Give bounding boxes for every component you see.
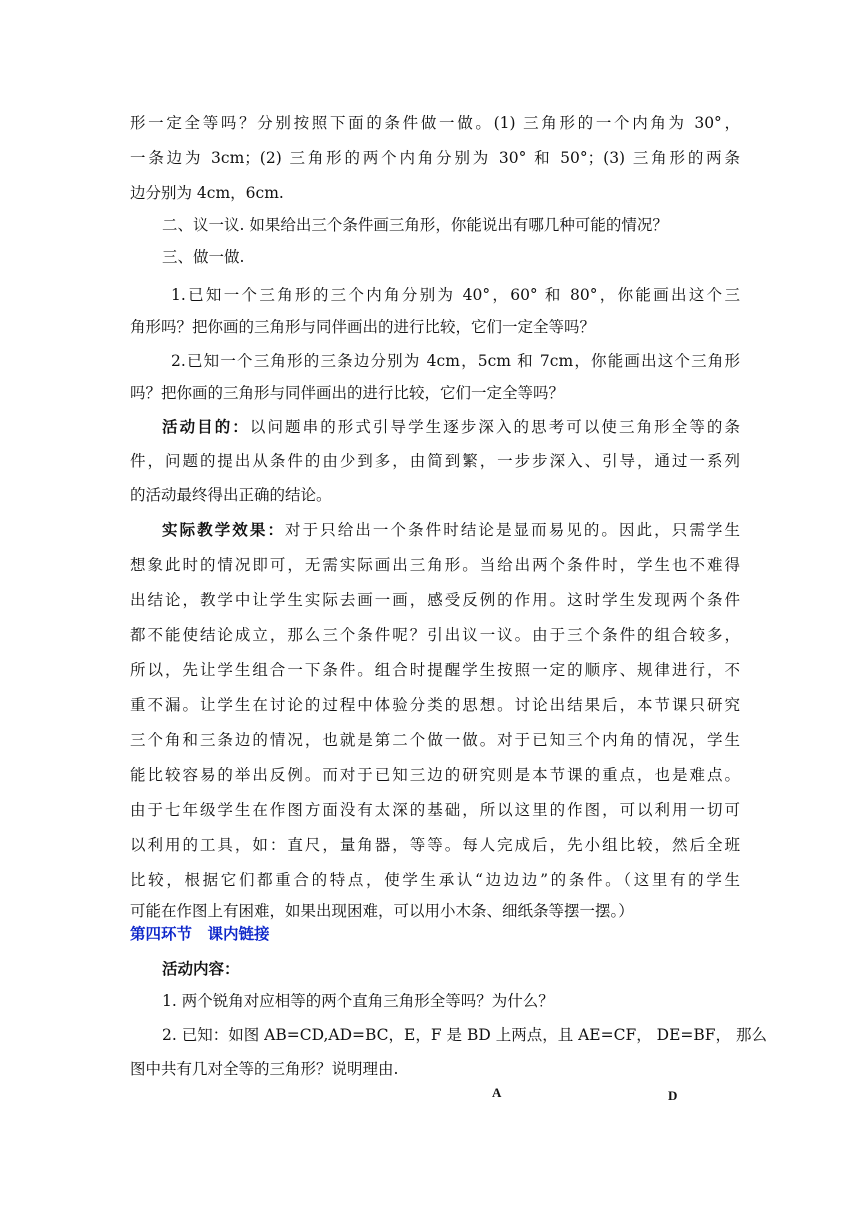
- effect-line: 比较，根据它们都重合的特点，使学生承认“边边边”的条件。（这里有的学生: [130, 871, 740, 889]
- purpose-line: [162, 415, 740, 439]
- effect-text: 对于只给出一个条件时结论是显而易见的。因此，只需学生: [285, 521, 740, 539]
- purpose-line: 件，问题的提出从条件的由少到多，由简到繁，一步步深入、引导，通过一系列: [130, 452, 740, 470]
- effect-line: 可能在作图上有困难，如果出现困难，可以用小木条、细纸条等摆一摆。）: [130, 902, 634, 920]
- question-1: 1. 两个锐角对应相等的两个直角三角形全等吗？为什么？: [162, 992, 554, 1010]
- effect-line: 想象此时的情况即可，无需实际画出三角形。当给出两个条件时，学生也不难得: [130, 556, 740, 574]
- purpose-line: 的活动最终得出正确的结论。: [130, 486, 332, 504]
- effect-line: 由于七年级学生在作图方面没有太深的基础，所以这里的作图，可以利用一切可: [130, 801, 740, 819]
- do-heading: 三、做一做.: [162, 248, 245, 266]
- text-line: 边分别为 4cm，6cm.: [130, 184, 284, 202]
- question-2-line: 图中共有几对全等的三角形？说明理由.: [130, 1060, 399, 1078]
- discuss-line: 二、议一议. 如果给出三个条件画三角形，你能说出有哪几种可能的情况？: [162, 216, 668, 234]
- effect-line: 三个角和三条边的情况，也就是第二个做一做。对于已知三个内角的情况，学生: [130, 731, 740, 749]
- text-line: 一条边为 3cm；(2) 三角形的两个内角分别为 30° 和 50°；(3) 三角形的两条: [130, 149, 740, 167]
- task-1-line: 1.已知一个三角形的三个内角分别为 40°，60° 和 80°，你能画出这个三: [171, 286, 740, 304]
- effect-line: 都不能使结论成立，那么三个条件呢？引出议一议。由于三个条件的组合较多，: [130, 626, 740, 644]
- effect-line: [162, 518, 740, 542]
- task-2-line: 吗？把你画的三角形与同伴画出的进行比较，它们一定全等吗？: [130, 384, 565, 402]
- effect-label: 实际教学效果：: [162, 520, 286, 539]
- task-2-line: 2.已知一个三角形的三条边分别为 4cm，5cm 和 7cm，你能画出这个三角形: [171, 352, 740, 370]
- effect-line: 出结论，教学中让学生实际去画一画，感受反例的作用。这时学生发现两个条件: [130, 591, 740, 609]
- question-2-line: 2. 已知：如图 AB=CD,AD=BC，E，F 是 BD 上两点，且 AE=CF， DE=BF， 那么: [162, 1026, 767, 1044]
- task-1-line: 角形吗？把你画的三角形与同伴画出的进行比较，它们一定全等吗？: [130, 318, 596, 336]
- text-line: 形一定全等吗？分别按照下面的条件做一做。(1) 三角形的一个内角为 30°，: [130, 114, 740, 132]
- section-heading: 第四环节 课内链接: [130, 924, 270, 943]
- content-label: 活动内容：: [162, 959, 240, 978]
- effect-line: 所以，先让学生组合一下条件。组合时提醒学生按照一定的顺序、规律进行，不: [130, 661, 740, 679]
- effect-line: 以利用的工具，如：直尺，量角器，等等。每人完成后，先小组比较，然后全班: [130, 836, 740, 854]
- purpose-label: 活动目的：: [162, 417, 250, 436]
- figure-label-d: D: [668, 1088, 678, 1103]
- effect-line: 能比较容易的举出反例。而对于已知三边的研究则是本节课的重点，也是难点。: [130, 766, 740, 784]
- effect-line: 重不漏。让学生在讨论的过程中体验分类的思想。讨论出结果后，本节课只研究: [130, 696, 740, 714]
- figure-label-a: A: [492, 1085, 502, 1100]
- purpose-text: 以问题串的形式引导学生逐步深入的思考可以使三角形全等的条: [249, 418, 740, 436]
